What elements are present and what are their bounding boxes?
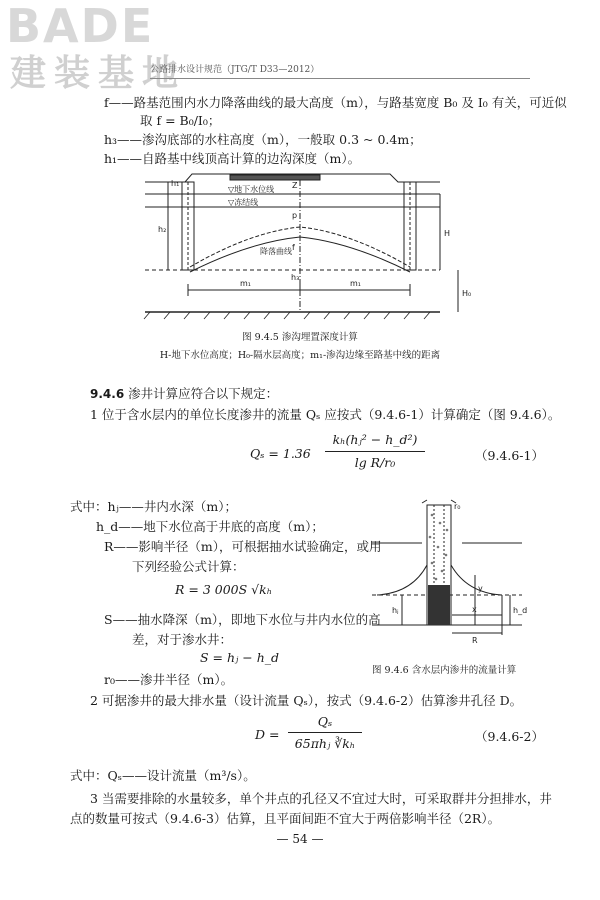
label-h1: h₁ bbox=[171, 179, 180, 188]
label-m1-right: m₁ bbox=[350, 279, 361, 288]
running-head: 公路排水设计规范（JTG/T D33—2012） bbox=[150, 65, 320, 75]
label-r0: r₀ bbox=[454, 502, 461, 511]
where-hd: h_d——地下水位高于井底的高度（m）； bbox=[96, 519, 324, 534]
label-R: R bbox=[472, 636, 478, 645]
label-f: f bbox=[292, 243, 295, 252]
figure-seepage-well bbox=[372, 495, 532, 655]
label-Z: Z bbox=[292, 181, 298, 190]
where-Qs: 式中：Qₛ——设计流量（m³/s）。 bbox=[70, 768, 256, 783]
figure1-note: H-地下水位高度；H₀-隔水层高度；m₁-渗沟边缘至路基中线的距离 bbox=[159, 350, 441, 361]
where-hj: 式中：hⱼ——井内水深（m）； bbox=[70, 499, 237, 514]
def-h3: h₃——渗沟底部的水柱高度（m），一般取 0.3 ~ 0.4m； bbox=[104, 132, 422, 147]
where-r0: r₀——渗井半径（m）。 bbox=[104, 672, 234, 687]
eq2-denominator: 65πhⱼ ∛kₕ bbox=[294, 736, 356, 751]
eq-S: S = hⱼ − h_d bbox=[200, 650, 280, 665]
label-h2: h₂ bbox=[158, 225, 167, 234]
where-R: R——影响半径（m），可根据抽水试验确定，或用 bbox=[104, 539, 382, 554]
label-m1-left: m₁ bbox=[240, 279, 251, 288]
item-3-line1: 3 当需要排除的水量较多，单个井点的孔径又不宜过大时，可采取群井分担排水，井 bbox=[90, 791, 552, 806]
eq1-fraction-bar bbox=[325, 451, 425, 452]
label-H: H bbox=[444, 229, 451, 238]
where-S: S——抽水降深（m），即地下水位与井内水位的高 bbox=[104, 612, 381, 627]
page-number: — 54 — bbox=[276, 832, 324, 846]
def-h1: h₁——自路基中线顶高计算的边沟深度（m）。 bbox=[104, 151, 361, 166]
header-rule bbox=[150, 78, 530, 79]
eq1-numerator: kₕ(hⱼ² − h_d²) bbox=[332, 432, 418, 447]
label-y: y bbox=[478, 584, 483, 593]
section-number: 9.4.6 bbox=[90, 387, 125, 401]
label-groundwater: ▽地下水位线 bbox=[228, 185, 275, 194]
label-hj: hⱼ bbox=[392, 606, 399, 615]
def-f-cont: 取 f = B₀/I₀； bbox=[140, 113, 221, 128]
section-title: 渗井计算应符合以下规定： bbox=[128, 386, 279, 401]
eq-R: R = 3 000S √kₕ bbox=[175, 582, 273, 597]
where-S-cont: 差，对于渗水井： bbox=[132, 632, 233, 647]
label-h3: h₃ bbox=[291, 273, 300, 282]
label-drawdown: 降落曲线 bbox=[260, 247, 292, 256]
label-hd: h_d bbox=[513, 606, 528, 615]
item-1: 1 位于含水层内的单位长度渗井的流量 Qₛ 应按式（9.4.6-1）计算确定（图 9.4.6）。 bbox=[90, 407, 561, 422]
eq2-numerator: Qₛ bbox=[317, 714, 333, 729]
figure-drain-depth bbox=[140, 172, 480, 322]
item-3-line2: 点的数量可按式（9.4.6-3）估算，且平面间距不宜大于两倍影响半径（2R）。 bbox=[70, 811, 501, 826]
figure2-caption: 图 9.4.6 含水层内渗井的流量计算 bbox=[372, 665, 517, 676]
eq1-number: （9.4.6-1） bbox=[475, 448, 544, 463]
label-p: p bbox=[292, 211, 298, 220]
def-f: f——路基范围内水力降落曲线的最大高度（m），与路基宽度 B₀ 及 I₀ 有关，可近似 bbox=[104, 95, 567, 110]
where-R-cont: 下列经验公式计算： bbox=[132, 559, 245, 574]
eq2-lhs: D = bbox=[255, 727, 280, 742]
eq1-denominator: lg R/r₀ bbox=[354, 455, 396, 470]
eq2-number: （9.4.6-2） bbox=[475, 729, 544, 744]
watermark-logo: BADE bbox=[6, 0, 155, 53]
eq1-lhs: Qₛ = 1.36 bbox=[250, 446, 311, 461]
label-H0: H₀ bbox=[462, 289, 472, 298]
section-9-4-6-heading bbox=[90, 384, 278, 402]
watermark-logo-cn: 建装基地 bbox=[10, 53, 187, 94]
label-x: x bbox=[472, 605, 477, 614]
eq2-fraction-bar bbox=[288, 732, 362, 733]
item-2: 2 可据渗井的最大排水量（设计流量 Qₛ），按式（9.4.6-2）估算渗井孔径 D。 bbox=[90, 693, 523, 708]
label-frost: ▽冻结线 bbox=[228, 198, 259, 207]
figure1-caption: 图 9.4.5 渗沟埋置深度计算 bbox=[242, 332, 358, 343]
